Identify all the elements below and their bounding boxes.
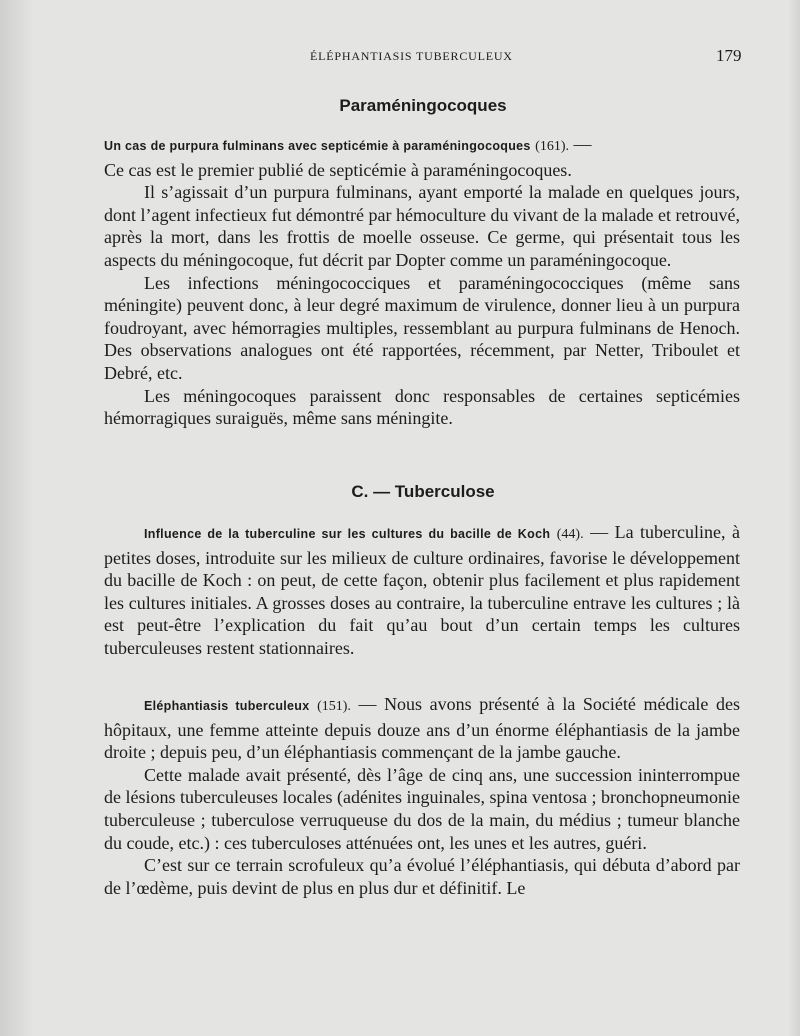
section-tuberculose-body [104,521,740,660]
section-parameningocoques-body [104,133,740,430]
page-number: 179 [716,46,742,65]
entry-text: — La tuberculine, à petites doses, introduite sur les milieux de culture ordinaires, favorise le développement du bacille de Koch : on peut, de cette façon, obtenir plus facilement et plus rapidement les cultures initiales. A grosses doses au contraire, la tuberculine entrave les cultures ; là est peut-être l’explication du fait qu’au bout d’un certain temps les cultures tuberculeuses restent stationnaires. [104,522,740,658]
entry-rubric: Un cas de purpura fulminans avec septicémie à paraméningocoques [104,139,531,153]
entry-tuberculine [104,521,740,660]
entry-reference: (44). [556,527,584,542]
page-shadow-left [0,0,34,1036]
entry-reference: (151). [317,699,351,714]
entry-elephantiasis [104,693,740,764]
section-heading-tuberculose: C. — Tuberculose [351,482,495,501]
entry-rubric: Eléphantiasis tuberculeux [144,699,310,713]
paragraph: Il s’agissait d’un purpura fulminans, ayant emporté la malade en quelques jours, dont l’agent infectieux fut démontré par hémoculture du vivant de la malade et retrouvé, après la mort, dans les frottis de moelle osseuse. Ce germe, qui présentait tous les aspects du méningocoque, fut décrit par Dopter comme un paraméningocoque. [104,182,740,270]
section-heading-parameningocoques: Paraméningocoques [339,96,507,115]
section-elephantiasis-body [104,693,740,899]
paragraph: C’est sur ce terrain scrofuleux qu’a évolué l’éléphantiasis, qui débuta d’abord par de l’œdème, puis devint de plus en plus dur et définitif. Le [104,855,740,898]
entry-purpura [104,133,740,159]
entry-reference: (161). [535,139,569,154]
paragraph: Ce cas est le premier publié de septicémie à paraméningocoques. [104,159,572,180]
paragraph: Cette malade avait présenté, dès l’âge de cinq ans, une succession ininterrompue de lésions tuberculeuses locales (adénites inguinales, spina ventosa ; bronchopneumonie tuberculeuse ; tuberculose verruqueuse du dos de la main, du médius ; tumeur blanche du coude, etc.) : ces tuberculoses atténuées ont, les unes et les autres, guéri. [104,764,740,853]
paragraph: Les méningocoques paraissent donc responsables de certaines septicémies hémorragiques suraiguës, même sans méningite. [104,385,740,429]
entry-dash: — [569,134,592,154]
entry-rubric: Influence de la tuberculine sur les cultures du bacille de Koch [144,527,551,541]
paragraph: Les infections méningococciques et paraméningococciques (même sans méningite) peuvent donc, à leur degré maximum de virulence, donner lieu à un purpura foudroyant, avec hémorragies multiples, ressemblant au purpura fulminans de Henoch. Des observations analogues ont été rapportées, récemment, par Netter, Triboulet et Debré, etc. [104,272,740,383]
entry-text: — Nous avons présenté à la Société médicale des hôpitaux, une femme atteinte depuis douze ans d’un énorme éléphantiasis de la jambe droite ; depuis peu, d’un éléphantiasis commençant de la jambe gauche. [104,694,740,763]
running-header [0,46,800,68]
page-shadow-right [788,0,800,1036]
running-title: ÉLÉPHANTIASIS TUBERCULEUX [310,49,513,63]
